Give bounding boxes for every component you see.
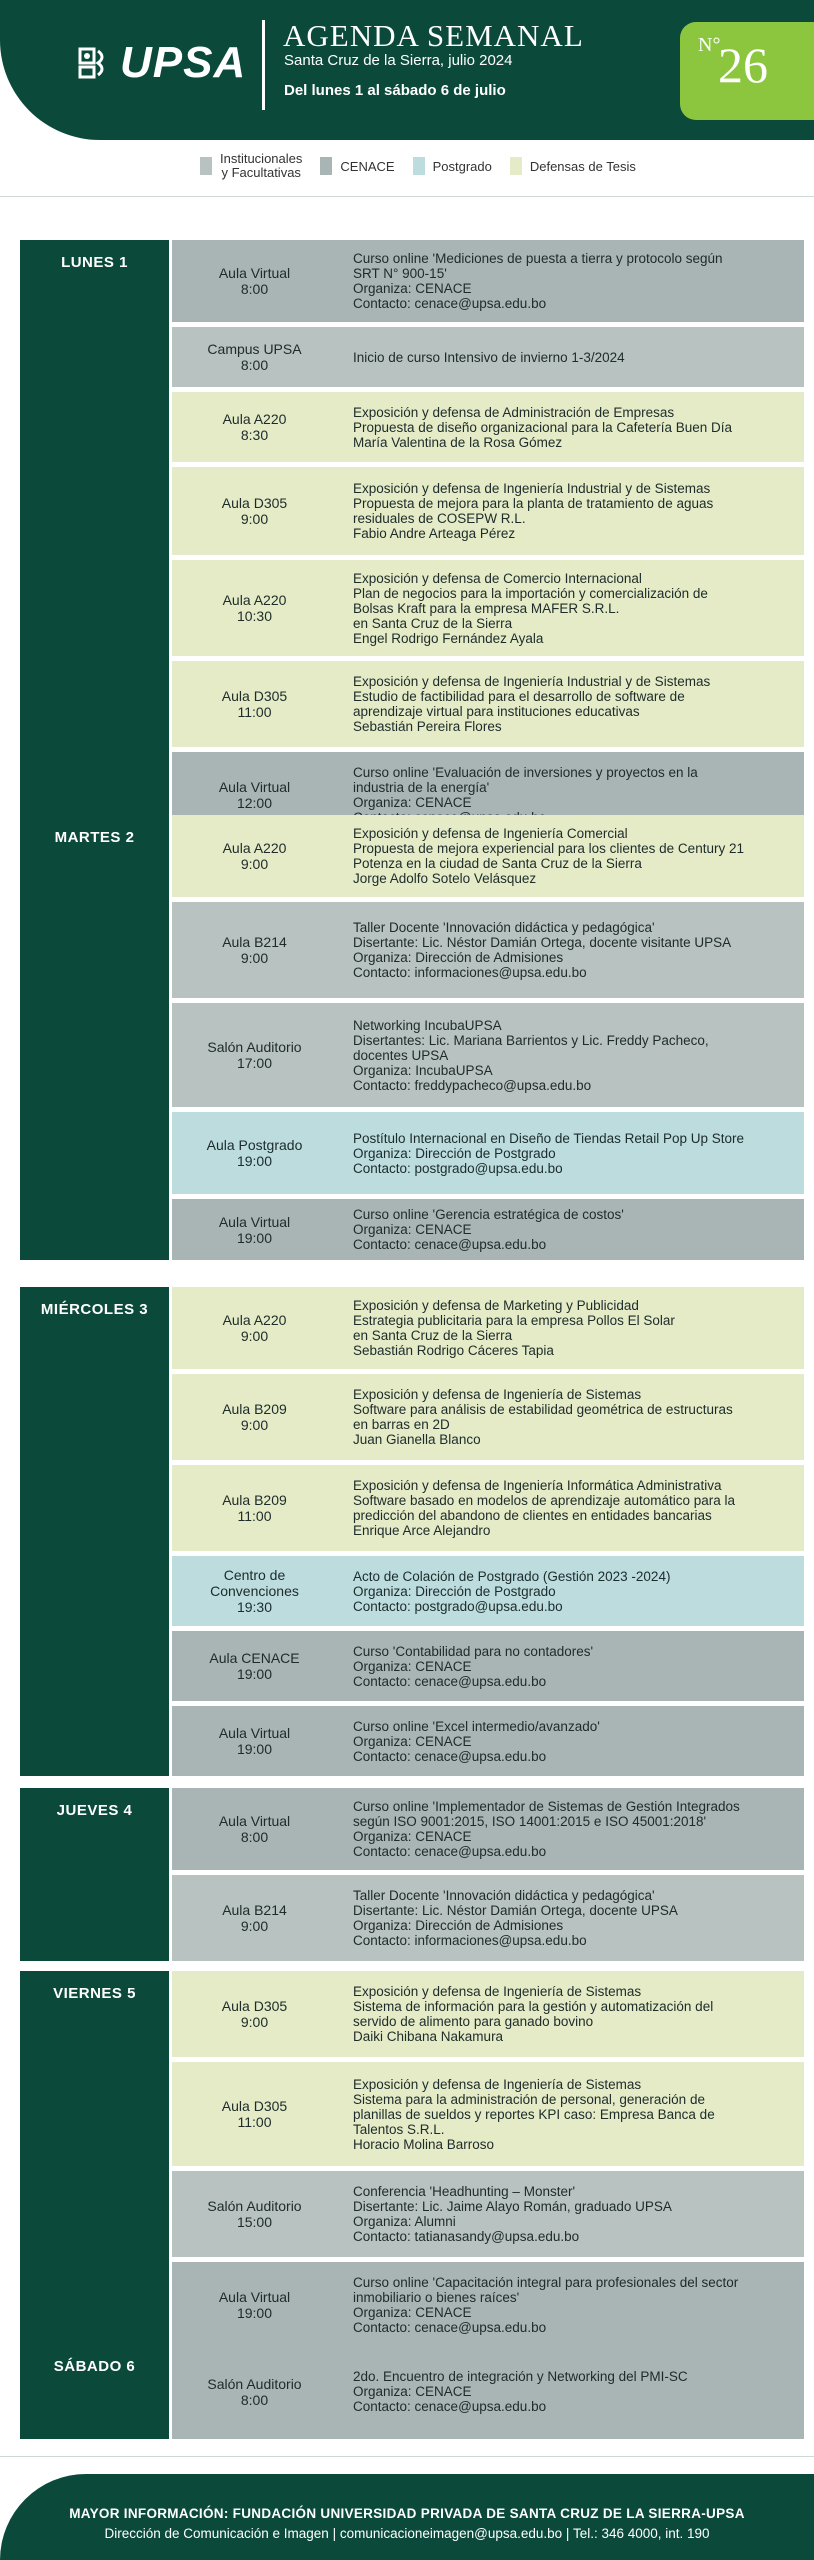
event-detail-line: Talentos S.R.L. xyxy=(353,2121,445,2137)
event-detail-line: SRT N° 900-15' xyxy=(353,266,447,281)
event-detail-line: Taller Docente 'Innovación didáctica y pedagógica' xyxy=(353,1888,655,1903)
event-detail-line: Organiza: Dirección de Admisiones xyxy=(353,1918,564,1933)
day-name: JUEVES 4 xyxy=(56,1802,133,1819)
event-place: Aula D305 xyxy=(221,495,288,511)
event-location-time xyxy=(172,1875,337,1961)
event-detail-line: María Valentina de la Rosa Gómez xyxy=(353,434,563,450)
event-detail-line: Estrategia publicitaria para la empresa Pollos El Solar xyxy=(353,1313,675,1328)
event-row xyxy=(172,1112,804,1194)
event-detail-line: Contacto: freddypacheco@upsa.edu.bo xyxy=(353,1077,592,1093)
event-place: Salón Auditorio xyxy=(207,1039,302,1055)
event-details xyxy=(353,2262,798,2348)
event-time: 15:00 xyxy=(236,2214,273,2230)
event-time: 19:00 xyxy=(236,1229,273,1246)
event-detail-line: Exposición y defensa de Ingeniería Industrial y de Sistemas xyxy=(353,481,711,496)
event-detail-line: Postítulo Internacional en Diseño de Tiendas Retail Pop Up Store xyxy=(353,1130,744,1146)
event-detail-line: Software basado en modelos de aprendizaje automático para la xyxy=(353,1493,735,1508)
event-detail-line: Curso online 'Gerencia estratégica de costos' xyxy=(353,1207,624,1222)
event-location-time xyxy=(172,902,337,998)
footer-info: MAYOR INFORMACIÓN: FUNDACIÓN UNIVERSIDAD PRIVADA DE SANTA CRUZ DE LA SIERRA-UPSA xyxy=(69,2506,745,2521)
event-details xyxy=(353,1706,798,1776)
event-place: Salón Auditorio xyxy=(207,2375,302,2392)
event-details xyxy=(353,467,798,555)
event-detail-line: Enrique Arce Alejandro xyxy=(353,1523,491,1538)
day-sidebar xyxy=(20,1287,169,1776)
event-location-time xyxy=(172,1631,337,1701)
event-detail-line: Organiza: CENACE xyxy=(353,1733,472,1749)
page-title: AGENDA SEMANAL xyxy=(283,18,584,53)
event-time: 9:00 xyxy=(240,511,269,527)
day-name: MARTES 2 xyxy=(54,829,135,846)
event-place: Aula Virtual xyxy=(218,779,291,795)
footer-contact: Dirección de Comunicación e Imagen | comunicacioneimagen@upsa.edu.bo | Tel.: 346 4000, int. 190 xyxy=(104,2526,710,2541)
event-detail-line: Sistema para la administración de personal, generación de xyxy=(353,2091,705,2107)
event-detail-line: Exposición y defensa de Marketing y Publicidad xyxy=(353,1298,639,1313)
event-details xyxy=(353,902,798,998)
day-block xyxy=(20,240,804,838)
event-row xyxy=(172,1706,804,1776)
event-time: 8:00 xyxy=(240,1829,269,1845)
event-place: Aula A220 xyxy=(222,592,287,608)
event-place: Salón Auditorio xyxy=(207,2198,302,2214)
event-detail-line: Propuesta de mejora experiencial para los clientes de Century 21 xyxy=(353,841,744,856)
event-time: 8:00 xyxy=(240,2391,269,2408)
event-location-time xyxy=(172,2171,337,2257)
event-place: Aula CENACE xyxy=(209,1650,300,1666)
legend-swatch xyxy=(200,157,212,175)
event-location-time xyxy=(172,1287,337,1369)
event-place: Aula A220 xyxy=(222,1312,287,1328)
footer xyxy=(0,2474,814,2560)
event-time: 8:30 xyxy=(240,427,269,443)
event-detail-line: Contacto: cenace@upsa.edu.bo xyxy=(353,1673,547,1689)
event-detail-line: Contacto: cenace@upsa.edu.bo xyxy=(353,296,547,311)
event-location-time xyxy=(172,2262,337,2348)
event-location-time xyxy=(172,1556,337,1626)
issue-label: N° xyxy=(698,34,721,56)
event-location-time xyxy=(172,392,337,462)
event-detail-line: Disertante: Lic. Jaime Alayo Román, graduado UPSA xyxy=(353,2199,672,2214)
legend-item xyxy=(200,152,302,180)
logo-text: UPSA xyxy=(120,38,247,87)
upsa-logo-icon xyxy=(78,45,114,81)
event-place: Aula A220 xyxy=(222,840,287,856)
header-divider xyxy=(262,20,265,110)
event-detail-line: Jorge Adolfo Sotelo Velásquez xyxy=(353,871,537,886)
event-time: 17:00 xyxy=(236,1055,273,1071)
event-place: Aula Virtual xyxy=(218,2289,291,2305)
event-details xyxy=(353,1287,798,1369)
event-location-time xyxy=(172,1788,337,1870)
event-details xyxy=(353,2171,798,2257)
event-row xyxy=(172,1788,804,1870)
event-time: 8:00 xyxy=(240,357,269,373)
event-row xyxy=(172,1465,804,1551)
legend-label: Institucionales y Facultativas xyxy=(220,151,303,180)
event-location-time xyxy=(172,327,337,387)
event-row xyxy=(172,2344,804,2439)
event-place: Aula B209 xyxy=(222,1492,287,1508)
event-time: 9:00 xyxy=(240,2014,269,2030)
day-name: VIERNES 5 xyxy=(53,1985,136,2002)
event-detail-line: Organiza: CENACE xyxy=(353,795,472,810)
event-detail-line: Juan Gianella Blanco xyxy=(353,1432,481,1447)
day-sidebar xyxy=(20,1971,169,2348)
event-detail-line: Taller Docente 'Innovación didáctica y pedagógica' xyxy=(353,920,655,935)
legend-item xyxy=(320,157,394,175)
event-detail-line: Contacto: cenace@upsa.edu.bo xyxy=(353,1844,547,1859)
event-detail-line: Curso online 'Implementador de Sistemas de Gestión Integrados xyxy=(353,1799,740,1814)
event-details xyxy=(353,1971,798,2057)
event-detail-line: 2do. Encuentro de integración y Networking del PMI-SC xyxy=(353,2369,688,2384)
event-row xyxy=(172,2062,804,2166)
event-row xyxy=(172,815,804,897)
event-detail-line: Organiza: Dirección de Postgrado xyxy=(353,1145,556,1161)
event-details xyxy=(353,1199,798,1260)
event-time: 9:00 xyxy=(240,1417,269,1433)
event-detail-line: Organiza: CENACE xyxy=(353,1658,472,1674)
event-details xyxy=(353,1112,798,1194)
event-detail-line: en Santa Cruz de la Sierra xyxy=(353,1328,513,1343)
event-location-time xyxy=(172,1971,337,2057)
event-detail-line: residuales de COSEPW R.L. xyxy=(353,511,526,526)
event-place: Aula D305 xyxy=(221,688,288,704)
event-place: Aula B209 xyxy=(222,1401,287,1417)
event-details xyxy=(353,661,798,747)
event-detail-line: Plan de negocios para la importación y comercialización de xyxy=(353,585,708,601)
event-detail-line: Organiza: CENACE xyxy=(353,2305,472,2320)
event-details xyxy=(353,1556,798,1626)
event-detail-line: Contacto: cenace@upsa.edu.bo xyxy=(353,1237,547,1252)
event-time: 9:00 xyxy=(240,1918,269,1934)
event-detail-line: Contacto: cenace@upsa.edu.bo xyxy=(353,2399,547,2414)
event-detail-line: Sistema de información para la gestión y automatización del xyxy=(353,1999,714,2014)
day-name: SÁBADO 6 xyxy=(53,2358,136,2375)
event-time: 9:00 xyxy=(240,856,269,872)
event-detail-line: servido de alimento para ganado bovino xyxy=(353,2014,594,2029)
event-time: 9:00 xyxy=(240,1328,269,1344)
event-place: Aula Virtual xyxy=(218,1813,291,1829)
divider xyxy=(0,2456,814,2457)
event-detail-line: docentes UPSA xyxy=(353,1047,449,1063)
legend-swatch xyxy=(413,157,425,175)
event-detail-line: Exposición y defensa de Ingeniería Informática Administrativa xyxy=(353,1478,722,1493)
issue-number: 26 xyxy=(718,37,768,93)
event-details xyxy=(353,1465,798,1551)
event-detail-line: Organiza: Dirección de Postgrado xyxy=(353,1583,556,1599)
header-subtitle: Santa Cruz de la Sierra, julio 2024 xyxy=(284,52,513,69)
event-detail-line: Sebastián Rodrigo Cáceres Tapia xyxy=(353,1343,554,1358)
event-detail-line: Exposición y defensa de Ingeniería de Sistemas xyxy=(353,2076,642,2092)
header xyxy=(0,0,814,140)
event-detail-line: predicción del abandono de clientes en entidades bancarias xyxy=(353,1508,712,1523)
event-time: 8:00 xyxy=(240,281,269,297)
event-detail-line: Conferencia 'Headhunting – Monster' xyxy=(353,2184,576,2199)
event-place: Aula Virtual xyxy=(218,1725,291,1741)
event-time: 12:00 xyxy=(236,795,273,811)
category-legend xyxy=(200,152,636,180)
event-detail-line: Contacto: cenace@upsa.edu.bo xyxy=(353,2320,547,2335)
event-row xyxy=(172,1631,804,1701)
event-detail-line: Curso online 'Excel intermedio/avanzado' xyxy=(353,1718,600,1734)
event-place: Aula Virtual xyxy=(218,265,291,281)
event-place: Aula Postgrado xyxy=(206,1137,303,1153)
event-details xyxy=(353,327,798,387)
event-place: Campus UPSA xyxy=(207,341,302,357)
event-place: Centro de Convenciones xyxy=(210,1567,299,1599)
event-detail-line: Contacto: informaciones@upsa.edu.bo xyxy=(353,1933,587,1948)
event-detail-line: Propuesta de mejora para la planta de tratamiento de aguas xyxy=(353,496,714,511)
event-detail-line: Contacto: postgrado@upsa.edu.bo xyxy=(353,1160,563,1176)
event-details xyxy=(353,560,798,656)
legend-swatch xyxy=(510,157,522,175)
event-details xyxy=(353,1631,798,1701)
event-row xyxy=(172,1556,804,1626)
event-detail-line: Contacto: postgrado@upsa.edu.bo xyxy=(353,1598,563,1614)
event-details xyxy=(353,392,798,462)
event-detail-line: Exposición y defensa de Ingeniería Industrial y de Sistemas xyxy=(353,674,711,689)
issue-badge xyxy=(680,22,814,120)
event-detail-line: en Santa Cruz de la Sierra xyxy=(353,615,513,631)
day-block xyxy=(20,2344,804,2439)
event-row xyxy=(172,560,804,656)
event-location-time xyxy=(172,1003,337,1107)
event-row xyxy=(172,240,804,322)
event-place: Aula B214 xyxy=(222,1902,287,1918)
event-detail-line: Sebastián Pereira Flores xyxy=(353,719,502,734)
event-time: 11:00 xyxy=(237,1508,272,1524)
event-location-time xyxy=(172,1374,337,1460)
event-details xyxy=(353,1374,798,1460)
event-detail-line: Organiza: IncubaUPSA xyxy=(353,1062,493,1078)
event-detail-line: Curso online 'Mediciones de puesta a tierra y protocolo según xyxy=(353,251,723,266)
event-time: 19:00 xyxy=(236,2305,273,2321)
event-detail-line: Organiza: CENACE xyxy=(353,2384,472,2399)
event-detail-line: Contacto: informaciones@upsa.edu.bo xyxy=(353,965,587,980)
event-detail-line: Software para análisis de estabilidad geométrica de estructuras xyxy=(353,1402,733,1417)
event-detail-line: Disertante: Lic. Néstor Damián Ortega, docente visitante UPSA xyxy=(353,935,732,950)
day-sidebar xyxy=(20,2344,169,2439)
event-detail-line: Contacto: tatianasandy@upsa.edu.bo xyxy=(353,2229,580,2244)
day-name: MIÉRCOLES 3 xyxy=(40,1301,149,1318)
event-time: 19:00 xyxy=(236,1666,273,1682)
day-block xyxy=(20,815,804,1260)
event-place: Aula Virtual xyxy=(218,1213,291,1230)
event-row xyxy=(172,1971,804,2057)
event-detail-line: Organiza: CENACE xyxy=(353,1222,472,1237)
date-range: Del lunes 1 al sábado 6 de julio xyxy=(284,82,506,99)
event-location-time xyxy=(172,1199,337,1260)
event-detail-line: industria de la energía' xyxy=(353,780,490,795)
event-detail-line: Horacio Molina Barroso xyxy=(353,2136,495,2152)
legend-label: Defensas de Tesis xyxy=(529,158,636,174)
event-location-time xyxy=(172,1465,337,1551)
event-details xyxy=(353,1875,798,1961)
day-name: LUNES 1 xyxy=(61,254,128,271)
event-detail-line: Fabio Andre Arteaga Pérez xyxy=(353,526,516,541)
event-row xyxy=(172,392,804,462)
event-place: Aula B214 xyxy=(222,934,287,950)
event-detail-line: Networking IncubaUPSA xyxy=(353,1017,502,1033)
event-detail-line: Organiza: Dirección de Admisiones xyxy=(353,950,564,965)
legend-label: CENACE xyxy=(340,158,395,174)
event-detail-line: Acto de Colación de Postgrado (Gestión 2023 -2024) xyxy=(353,1568,671,1584)
event-detail-line: Exposición y defensa de Ingeniería de Sistemas xyxy=(353,1387,642,1402)
day-block xyxy=(20,1971,804,2348)
event-row xyxy=(172,467,804,555)
event-row xyxy=(172,902,804,998)
event-detail-line: Exposición y defensa de Comercio Internacional xyxy=(353,570,642,586)
event-time: 19:30 xyxy=(236,1599,273,1615)
event-time: 19:00 xyxy=(236,1153,273,1169)
event-detail-line: Disertantes: Lic. Mariana Barrientos y Lic. Freddy Pacheco, xyxy=(353,1032,709,1048)
event-row xyxy=(172,1003,804,1107)
event-details xyxy=(353,815,798,897)
event-row xyxy=(172,661,804,747)
event-location-time xyxy=(172,815,337,897)
event-time: 9:00 xyxy=(240,950,269,966)
event-detail-line: Organiza: CENACE xyxy=(353,281,472,296)
event-detail-line: Exposición y defensa de Administración de Empresas xyxy=(353,404,675,420)
event-details xyxy=(353,240,798,322)
event-row xyxy=(172,1374,804,1460)
day-block xyxy=(20,1287,804,1776)
event-detail-line: Curso online 'Evaluación de inversiones y proyectos en la xyxy=(353,765,698,780)
event-row xyxy=(172,1199,804,1260)
event-place: Aula D305 xyxy=(221,1998,288,2014)
event-time: 11:00 xyxy=(237,2114,272,2130)
event-detail-line: Bolsas Kraft para la empresa MAFER S.R.L. xyxy=(353,600,620,616)
event-row xyxy=(172,2171,804,2257)
event-details xyxy=(353,1003,798,1107)
event-detail-line: Curso online 'Capacitación integral para profesionales del sector xyxy=(353,2275,739,2290)
event-details xyxy=(353,2062,798,2166)
legend-item xyxy=(413,157,492,175)
event-location-time xyxy=(172,1112,337,1194)
day-block xyxy=(20,1788,804,1961)
event-place: Aula A220 xyxy=(222,411,287,427)
event-location-time xyxy=(172,2344,337,2439)
event-location-time xyxy=(172,240,337,322)
event-detail-line: Contacto: cenace@upsa.edu.bo xyxy=(353,1748,547,1764)
event-detail-line: Potenza en la ciudad de Santa Cruz de la Sierra xyxy=(353,856,642,871)
event-detail-line: Disertante: Lic. Néstor Damián Ortega, docente UPSA xyxy=(353,1903,678,1918)
event-detail-line: Exposición y defensa de Ingeniería Comercial xyxy=(353,826,628,841)
legend-label: Postgrado xyxy=(432,158,492,174)
event-row xyxy=(172,1287,804,1369)
legend-item xyxy=(510,157,636,175)
event-detail-line: inmobiliario o bienes raíces' xyxy=(353,2290,520,2305)
day-sidebar xyxy=(20,240,169,838)
divider xyxy=(0,196,814,197)
day-sidebar xyxy=(20,1788,169,1961)
event-details xyxy=(353,2344,798,2439)
event-location-time xyxy=(172,560,337,656)
event-detail-line: planillas de sueldos y reportes KPI caso: Empresa Banca de xyxy=(353,2106,715,2122)
event-location-time xyxy=(172,661,337,747)
event-detail-line: Curso 'Contabilidad para no contadores' xyxy=(353,1643,594,1659)
event-detail-line: según ISO 9001:2015, ISO 14001:2015 e ISO 45001:2018' xyxy=(353,1814,707,1829)
event-detail-line: en barras en 2D xyxy=(353,1417,450,1432)
event-place: Aula D305 xyxy=(221,2098,288,2114)
event-detail-line: Estudio de factibilidad para el desarrollo de software de xyxy=(353,689,685,704)
event-time: 11:00 xyxy=(237,704,272,720)
event-detail-line: Inicio de curso Intensivo de invierno 1-3/2024 xyxy=(353,349,625,365)
event-detail-line: Organiza: Alumni xyxy=(353,2214,456,2229)
event-detail-line: Engel Rodrigo Fernández Ayala xyxy=(353,630,544,646)
event-location-time xyxy=(172,467,337,555)
event-row xyxy=(172,327,804,387)
upsa-logo xyxy=(78,38,246,88)
event-row xyxy=(172,1875,804,1961)
event-detail-line: Organiza: CENACE xyxy=(353,1829,472,1844)
event-location-time xyxy=(172,1706,337,1776)
event-time: 10:30 xyxy=(236,608,273,624)
event-time: 19:00 xyxy=(236,1741,273,1757)
event-location-time xyxy=(172,2062,337,2166)
legend-swatch xyxy=(320,157,332,175)
event-detail-line: aprendizaje virtual para instituciones educativas xyxy=(353,704,640,719)
day-sidebar xyxy=(20,815,169,1260)
event-details xyxy=(353,1788,798,1870)
event-detail-line: Propuesta de diseño organizacional para la Cafetería Buen Día xyxy=(353,419,732,435)
event-detail-line: Exposición y defensa de Ingeniería de Sistemas xyxy=(353,1984,642,1999)
event-detail-line: Daiki Chibana Nakamura xyxy=(353,2029,504,2044)
event-row xyxy=(172,2262,804,2348)
